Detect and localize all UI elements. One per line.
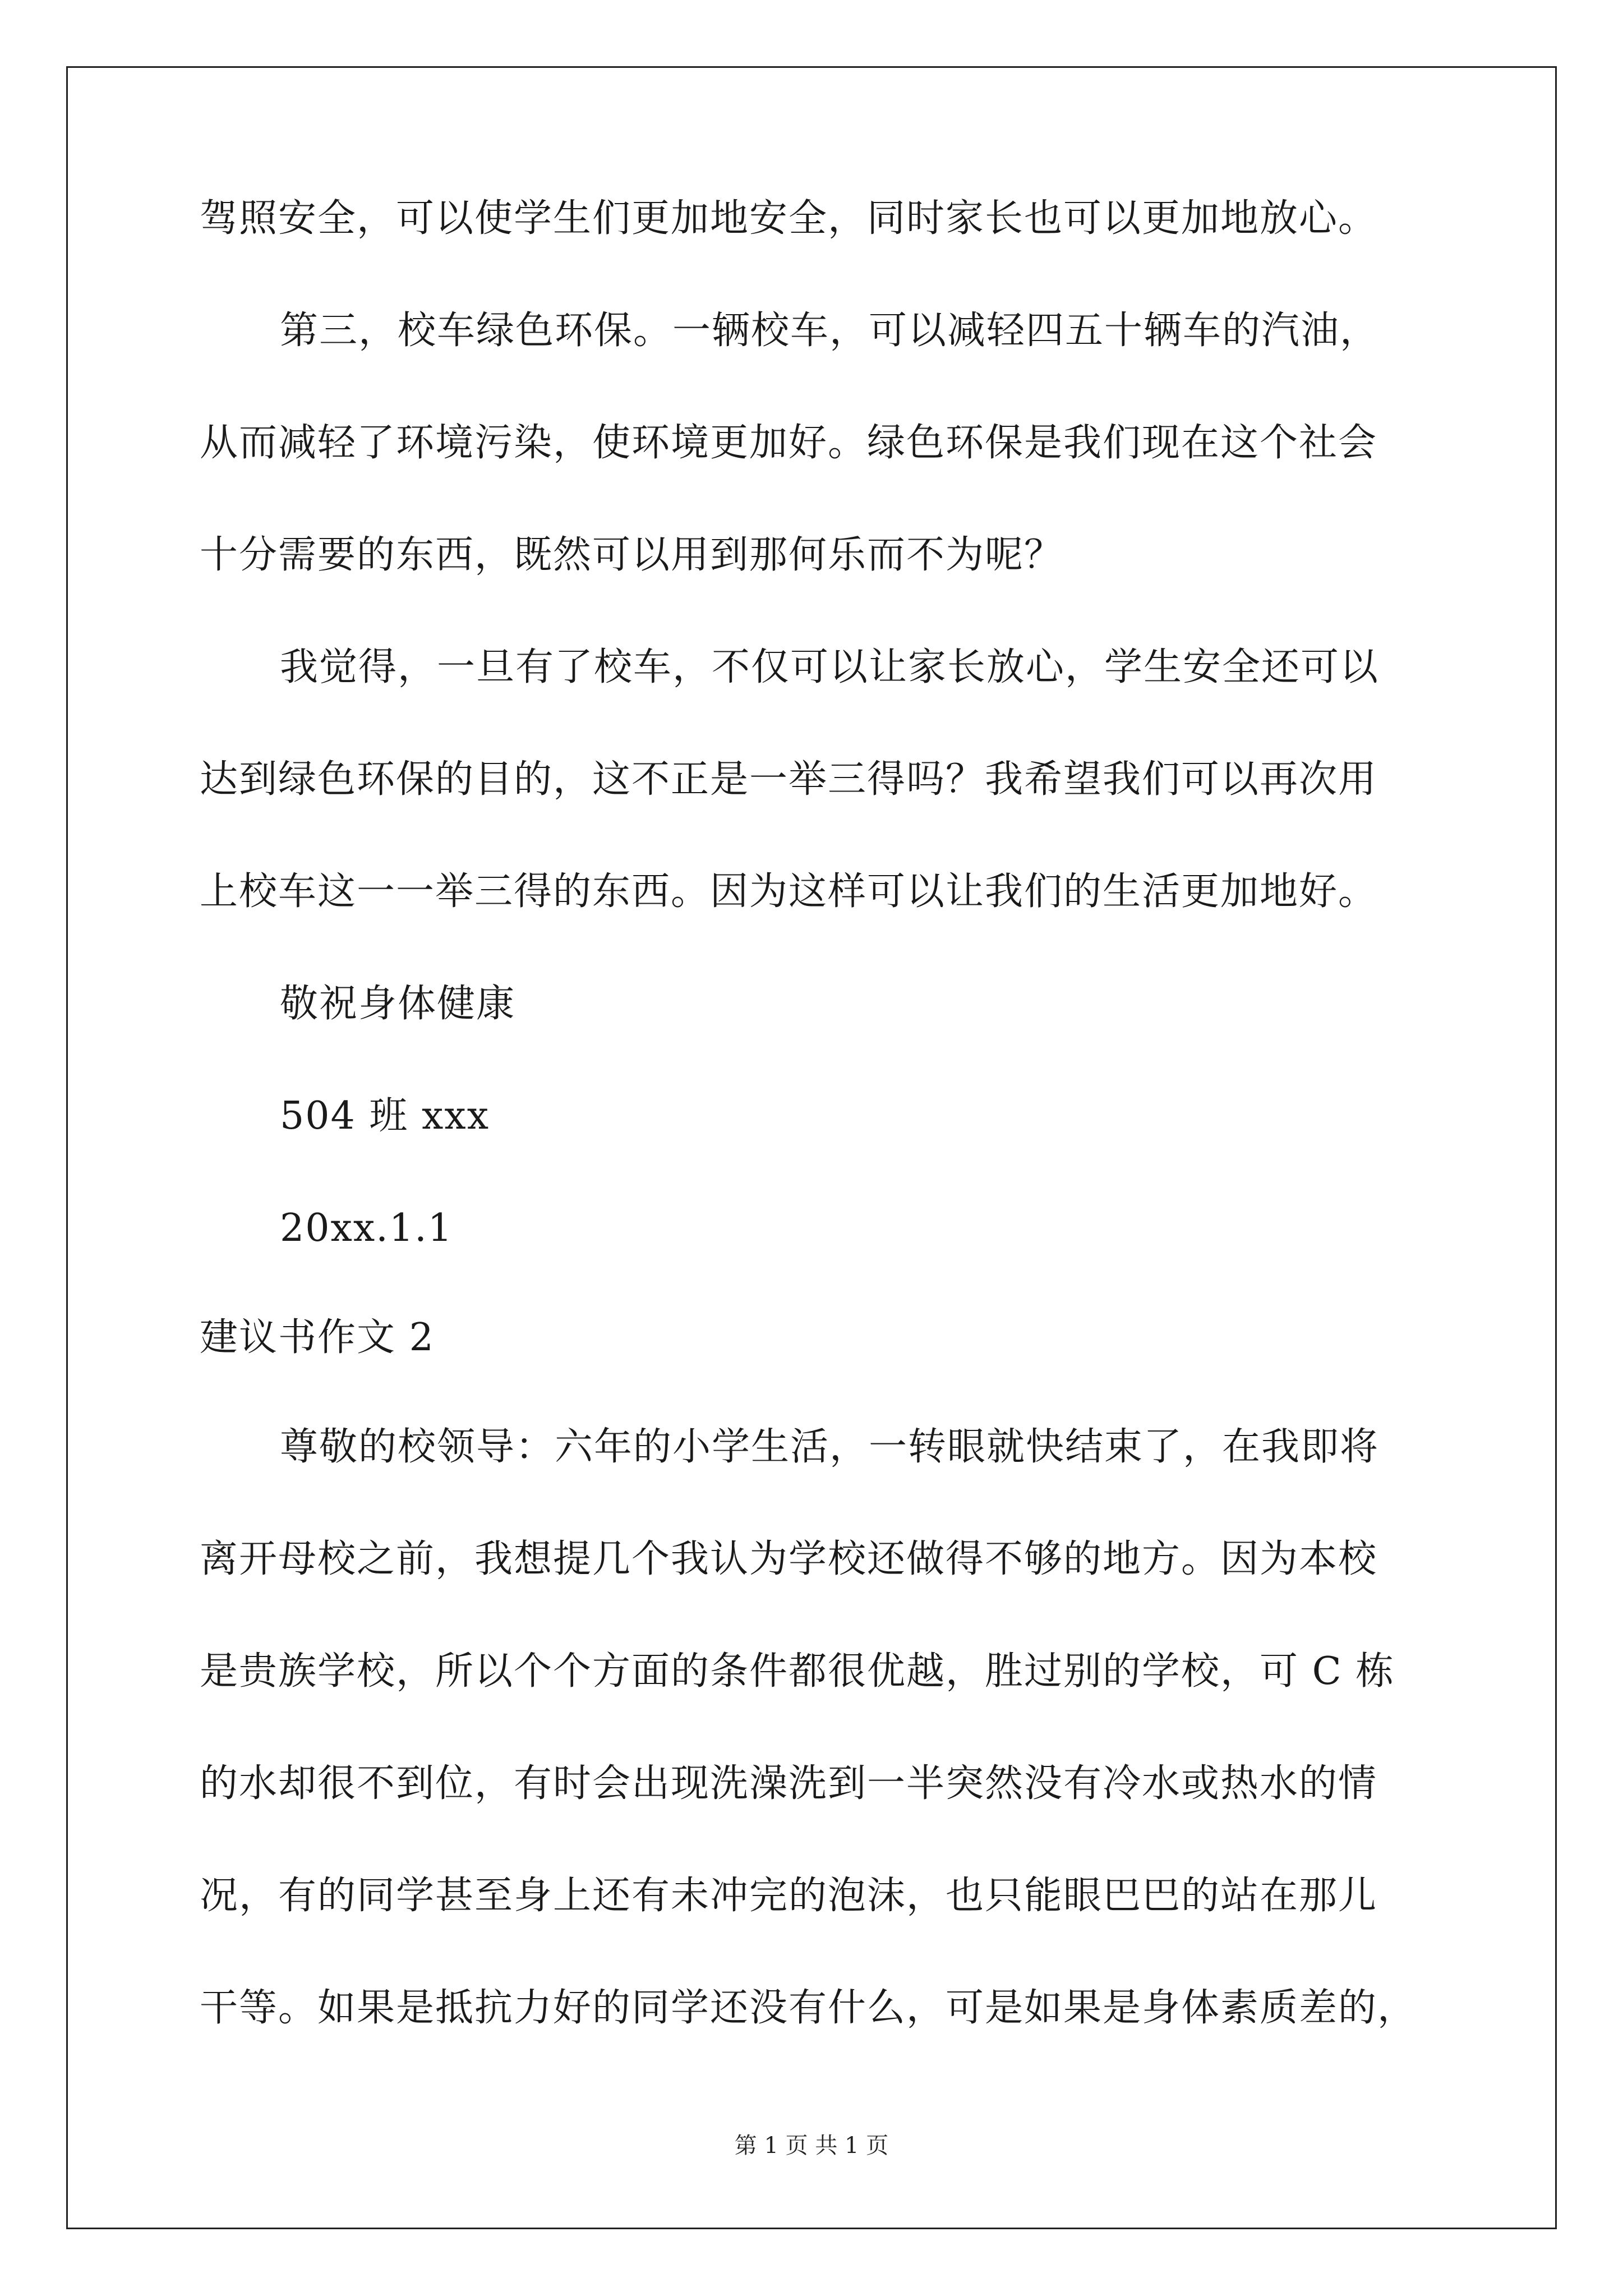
paragraph-line: 况，有的同学甚至身上还有未冲完的泡沫，也只能眼巴巴的站在那儿 xyxy=(200,1874,1378,1918)
paragraph-line: 十分需要的东西，既然可以用到那何乐而不为呢？ xyxy=(200,533,1064,577)
paragraph-line: 干等。如果是抵抗力好的同学还没有什么，可是如果是身体素质差的， xyxy=(200,1986,1417,2030)
paragraph-line: 达到绿色环保的目的，这不正是一举三得吗？我希望我们可以再次用 xyxy=(200,757,1378,802)
date-line: 20xx.1.1 xyxy=(280,1206,453,1250)
paragraph-line: 第三，校车绿色环保。一辆校车，可以减轻四五十辆车的汽油， xyxy=(280,309,1380,353)
paragraph-line: 我觉得，一旦有了校车，不仅可以让家长放心，学生安全还可以 xyxy=(280,645,1380,689)
section-title: 建议书作文 2 xyxy=(200,1315,435,1360)
closing-salutation: 敬祝身体健康 xyxy=(280,982,516,1026)
paragraph-line: 离开母校之前，我想提几个我认为学校还做得不够的地方。因为本校 xyxy=(200,1537,1378,1581)
paragraph-line: 是贵族学校，所以个个方面的条件都很优越，胜过别的学校，可 C 栋 xyxy=(200,1649,1395,1694)
signature-line: 504 班 xxx xyxy=(280,1094,490,1138)
page-number-label: 第 1 页 共 1 页 xyxy=(734,2133,889,2159)
paragraph-line: 上校车这一一举三得的东西。因为这样可以让我们的生活更加地好。 xyxy=(200,869,1378,914)
paragraph-line: 从而减轻了环境污染，使环境更加好。绿色环保是我们现在这个社会 xyxy=(200,421,1378,465)
paragraph-line: 的水却很不到位，有时会出现洗澡洗到一半突然没有冷水或热水的情 xyxy=(200,1761,1378,1806)
paragraph-line: 驾照安全，可以使学生们更加地安全，同时家长也可以更加地放心。 xyxy=(200,196,1378,241)
paragraph-line: 尊敬的校领导：六年的小学生活，一转眼就快结束了，在我即将 xyxy=(280,1425,1380,1469)
page-footer xyxy=(0,2132,1623,2160)
